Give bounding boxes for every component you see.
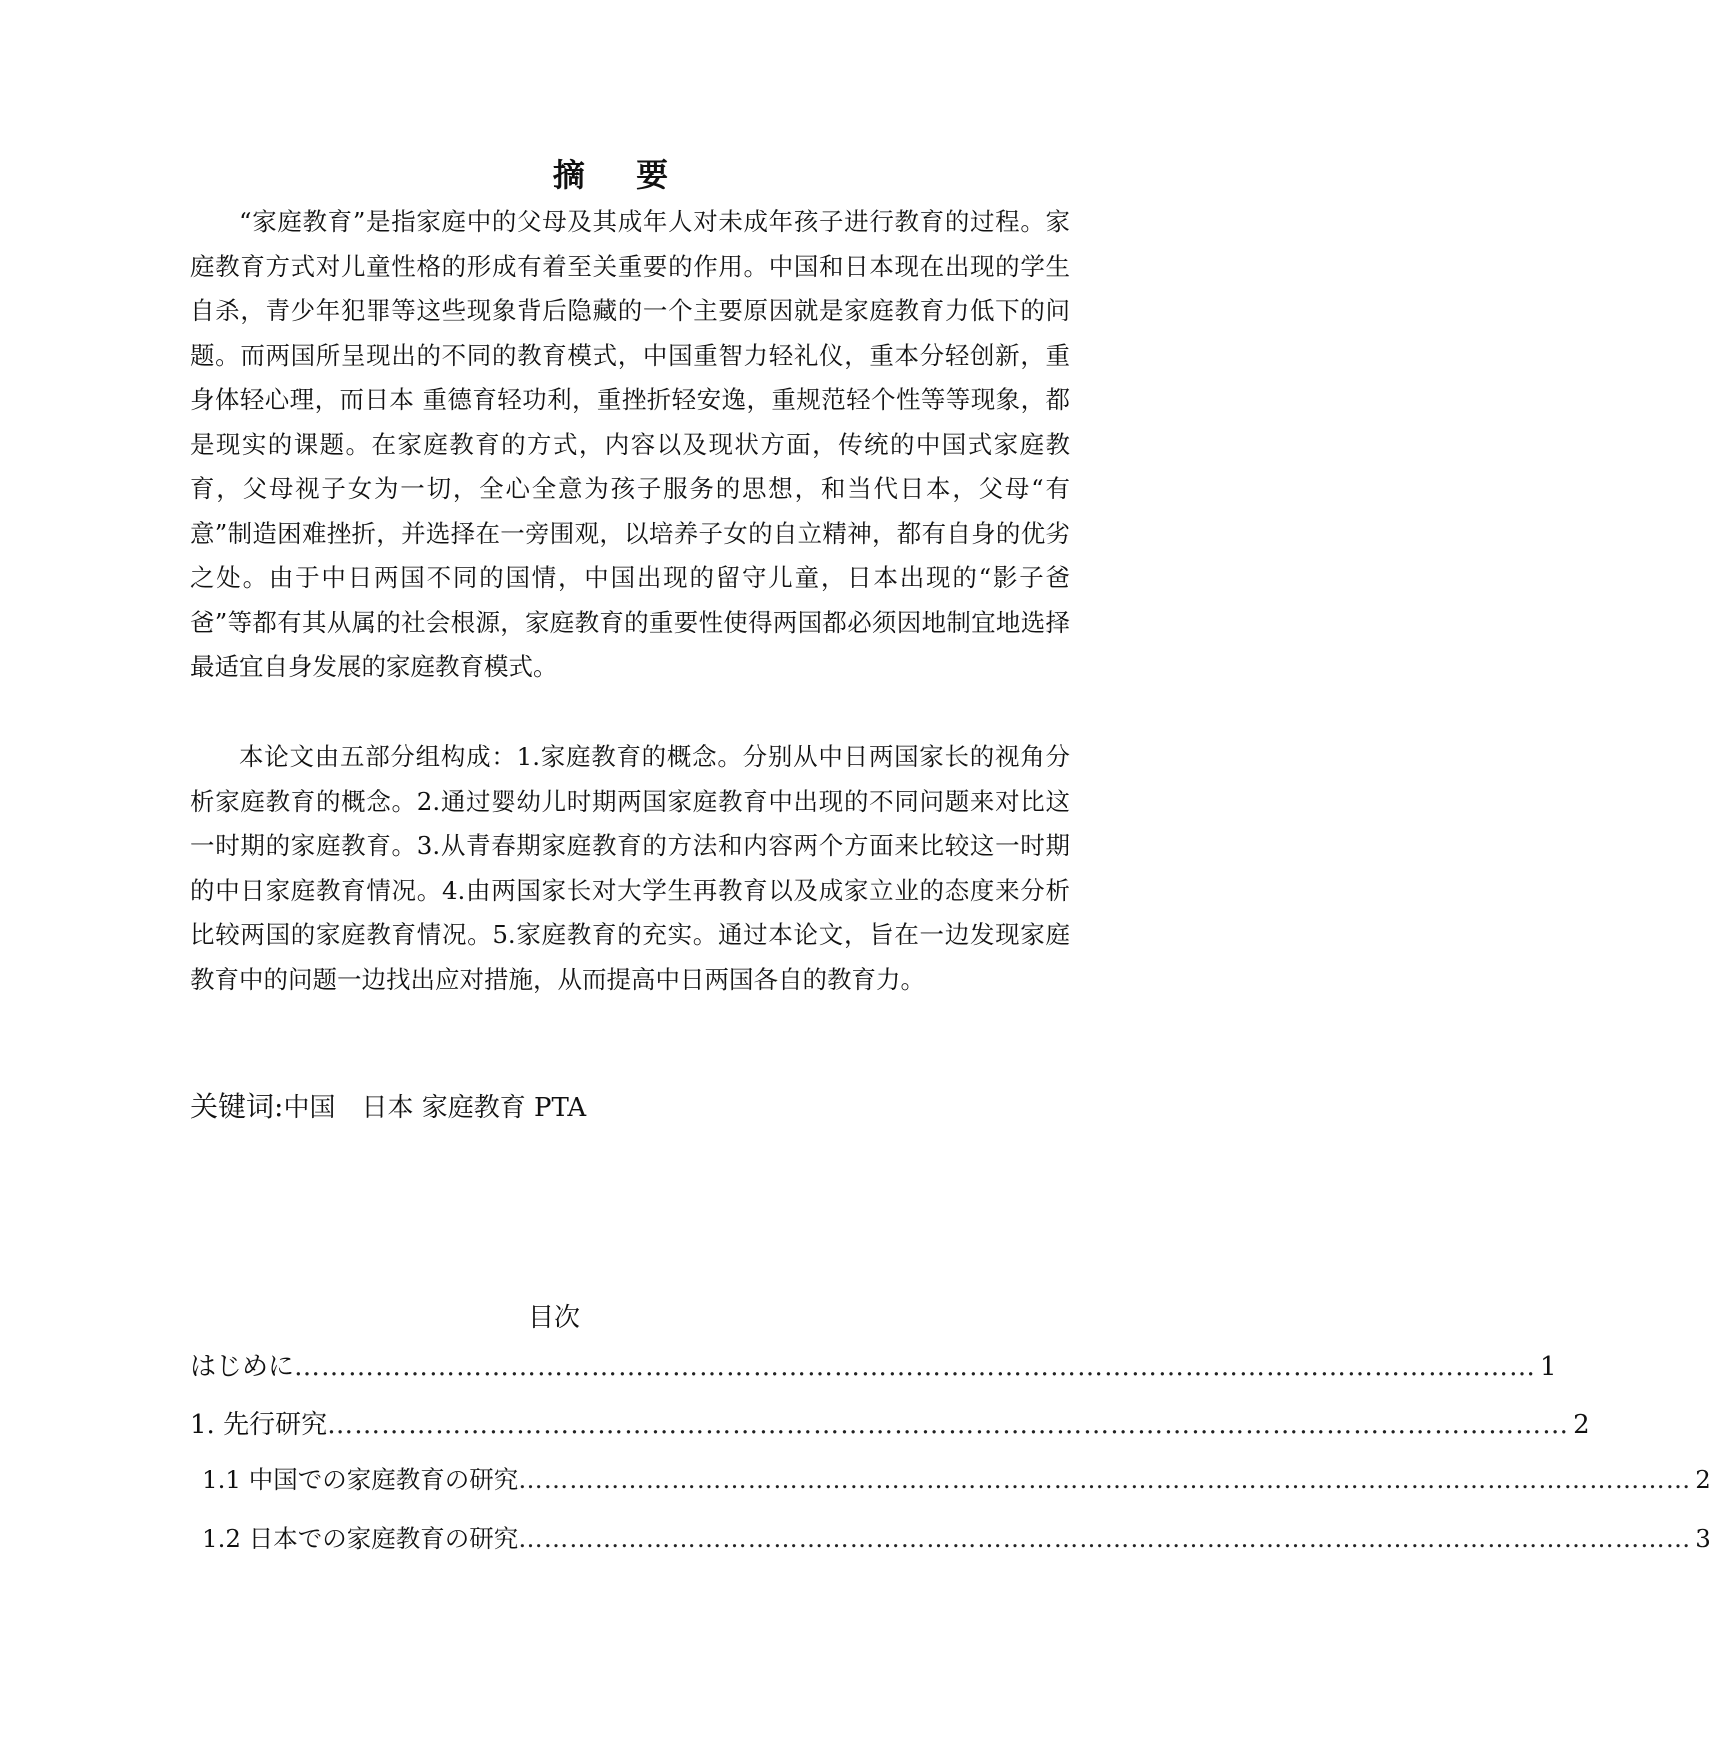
toc-entry-label: 1. 先行研究 (190, 1410, 328, 1440)
toc-entry[interactable] (202, 1461, 1711, 1496)
toc-entry[interactable] (202, 1520, 1711, 1555)
abstract-title: 摘 要 (552, 156, 689, 194)
toc-entry[interactable] (190, 1404, 1590, 1441)
toc-entry-page: 2 (1573, 1410, 1590, 1440)
toc-entry-label: 1.1 中国での家庭教育の研究 (202, 1465, 519, 1494)
toc-entry-label: はじめに (190, 1352, 295, 1382)
toc-leader-dots: ………………………………………………………………………………………………………………………… (518, 1465, 1692, 1494)
abstract-paragraph-1: “家庭教育”是指家庭中的父母及其成年人对未成年孩子进行教育的过程。家庭教育方式对儿童性格的形成有着至关重要的作用。中国和日本现在出现的学生自杀，青少年犯罪等这些现象背后隐藏的一个主要原因就是家庭教育力低下的问题。而两国所呈现出的不同的教育模式，中国重智力轻礼仪，重本分轻创新，重身体轻心理，而日本 重德育轻功利，重挫折轻安逸，重规范轻个性等等现象，都是现实的课题。在家庭教育的方式，内容以及现状方面，传统的中国式家庭教育，父母视子女为一切，全心全意为孩子服务的思想，和当代日本，父母“有意”制造困难挫折，并选择在一旁围观，以培养子女的自立精神，都有自身的优劣之处。由于中日两国不同的国情，中国出现的留守儿童，日本出现的“影子爸爸”等都有其从属的社会根源，家庭教育的重要性使得两国都必须因地制宜地选择最适宜自身发展的家庭教育模式。 (190, 207, 1070, 681)
toc-entry-label: 1.2 日本での家庭教育の研究 (202, 1524, 519, 1553)
keywords-value: 中国 日本 家庭教育 PTA (283, 1093, 587, 1123)
toc-leader-dots: ………………………………………………………………………………………………………………………… (327, 1410, 1570, 1440)
toc-entry-page: 3 (1695, 1524, 1711, 1553)
toc-entry-page: 1 (1540, 1352, 1557, 1382)
toc-title: 目次 (528, 1303, 581, 1333)
toc-leader-dots: ………………………………………………………………………………………………………………………… (294, 1352, 1537, 1382)
abstract-paragraph-2: 本论文由五部分组构成：1.家庭教育的概念。分别从中日两国家长的视角分析家庭教育的概念。2.通过婴幼儿时期两国家庭教育中出现的不同问题来对比这一时期的家庭教育。3.从青春期家庭教育的方法和内容两个方面来比较这一时期的中日家庭教育情况。4.由两国家长对大学生再教育以及成家立业的态度来分析比较两国的家庭教育情况。5.家庭教育的充实。通过本论文，旨在一边发现家庭教育中的问题一边找出应对措施，从而提高中日两国各自的教育力。 (190, 742, 1070, 994)
keywords-line (190, 1085, 586, 1125)
keywords-label: 关键词: (190, 1090, 284, 1123)
toc-entry-page: 2 (1695, 1465, 1711, 1494)
toc-leader-dots: ………………………………………………………………………………………………………………………… (518, 1524, 1692, 1553)
toc-entry[interactable] (190, 1346, 1557, 1383)
